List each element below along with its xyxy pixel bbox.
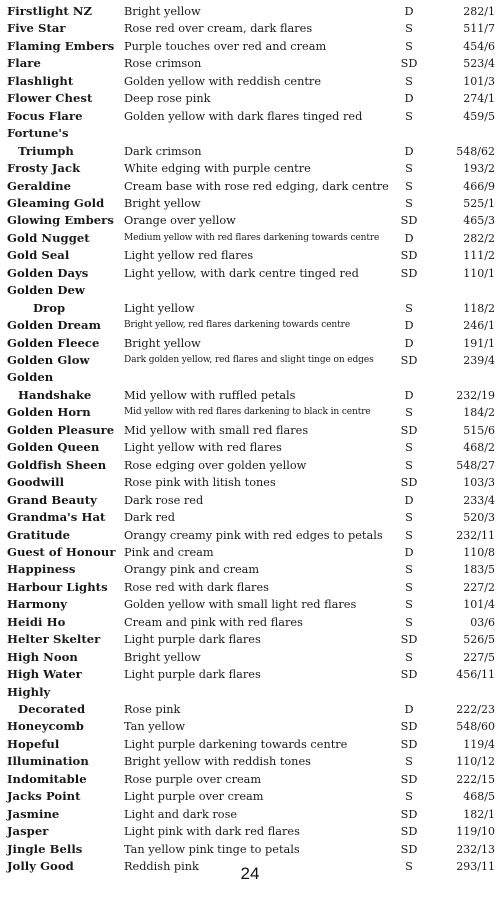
table-row [0,125,500,142]
reference-number: 118/2 [463,301,495,315]
table-row [0,178,500,195]
reference-number: 465/3 [463,214,495,228]
cultivar-name: Indomitable [7,771,87,786]
type-code: S [405,179,413,193]
type-code: D [404,703,414,716]
colour-description: Orange over yellow [124,214,236,228]
colour-description: Rose red over cream, dark flares [124,22,313,36]
colour-description: Reddish pink [124,860,199,873]
reference-number: 184/2 [463,406,495,420]
reference-number: 274/1 [463,92,495,106]
cultivar-name: Honeycomb [7,719,84,734]
type-code: SD [400,842,418,856]
reference-number: 222/23 [456,703,495,716]
type-code: SD [400,633,418,647]
colour-description: Cream and pink with red flares [124,615,303,629]
table-row [0,282,500,299]
colour-description: Light purple darkening towards centre [124,737,348,751]
table-row [0,579,500,596]
colour-description: Rose purple over cream [124,772,262,786]
table-row [0,561,500,578]
table-row [0,3,500,20]
colour-description: Golden yellow with dark flares tinged red [124,109,363,123]
cultivar-name: Golden Dew [7,283,85,298]
cultivar-name: Gold Seal [7,248,70,263]
colour-description: Dark red [124,511,175,524]
type-code: D [404,545,414,559]
cultivar-name: Gleaming Gold [7,195,105,210]
cultivar-name: High Water [7,667,82,682]
table-row [0,841,500,858]
reference-number: 227/2 [463,580,495,594]
reference-number: 282/2 [463,231,495,245]
cultivar-name: Jolly Good [7,859,74,873]
reference-number: 511/7 [463,22,495,36]
type-code: SD [400,825,418,839]
reference-number: 110/12 [456,755,495,769]
reference-number: 222/15 [456,772,495,786]
type-code: SD [400,249,418,263]
table-row [0,823,500,840]
reference-number: 101/4 [463,598,495,612]
type-code: D [404,5,414,18]
type-code: S [405,650,413,664]
cultivar-name: Jacks Point [7,789,81,804]
type-code: S [405,441,413,455]
colour-description: White edging with purple centre [124,162,311,175]
colour-description: Pink and cream [124,545,214,559]
reference-number: 515/6 [463,423,495,437]
type-code: S [405,528,413,542]
colour-description: Rose crimson [124,57,202,71]
type-code: SD [400,772,418,786]
colour-description: Mid yellow with small red flares [124,423,309,437]
table-row [0,335,500,352]
cultivar-name: Handshake [18,387,92,402]
colour-description: Rose pink [124,703,181,716]
type-code: SD [400,720,418,734]
cultivar-name: Flare [7,56,41,71]
colour-description: Bright yellow [124,336,201,350]
table-row [0,631,500,648]
table-row [0,422,500,439]
table-row [0,509,500,526]
type-code: S [405,511,413,524]
reference-number: 232/19 [456,388,495,402]
table-row [0,387,500,404]
cultivar-name: Geraldine [7,178,72,193]
table-row [0,160,500,177]
table-row [0,718,500,735]
colour-description: Light yellow [124,301,195,315]
reference-number: 03/6 [470,615,495,629]
colour-description: Bright yellow [124,196,201,210]
cultivar-name: Firstlight NZ [7,4,93,18]
colour-description: Light purple dark flares [124,633,261,647]
table-row [0,300,500,317]
table-row [0,247,500,264]
cultivar-name: Gratitude [7,527,70,542]
type-code: SD [400,476,418,490]
cultivar-name: Grand Beauty [7,492,97,507]
table-row [0,649,500,666]
cultivar-name: Gold Nugget [7,230,90,245]
reference-number: 548/27 [456,458,495,472]
reference-number: 227/5 [463,650,495,664]
cultivar-name: Grandma's Hat [7,510,106,524]
cultivar-name: Goldfish Sheen [7,457,107,472]
type-code: SD [400,807,418,821]
type-code: D [404,493,414,507]
reference-number: 548/60 [456,720,495,734]
cultivar-name: Flashlight [7,73,74,88]
reference-number: 282/1 [463,5,495,18]
table-row [0,544,500,561]
type-code: S [405,458,413,472]
colour-description: Light and dark rose [124,807,238,821]
colour-description: Bright yellow with reddish tones [124,755,311,769]
cultivar-name: Decorated [18,702,86,716]
type-code: SD [400,354,418,367]
type-code: S [405,301,413,315]
type-code: S [405,860,413,873]
reference-number: 454/6 [463,39,495,53]
type-code: S [405,755,413,769]
cultivar-name: Triumph [18,143,74,158]
colour-description: Golden yellow with small light red flares [124,598,357,612]
colour-description: Dark rose red [124,493,204,507]
colour-description: Orangy creamy pink with red edges to petals [124,528,383,542]
cultivar-name: Helter Skelter [7,632,101,647]
reference-number: 193/2 [463,162,495,175]
type-code: S [405,563,413,577]
table-row [0,195,500,212]
table-row [0,38,500,55]
table-row [0,369,500,386]
colour-description: Medium yellow with red flares darkening towards centre [124,232,380,243]
reference-number: 183/5 [463,563,495,577]
table-row [0,736,500,753]
cultivar-name: Heidi Ho [7,614,66,629]
table-row [0,527,500,544]
reference-number: 110/8 [463,545,495,559]
table-row [0,143,500,160]
cultivar-name: Illumination [7,754,89,769]
table-row [0,492,500,509]
table-row [0,771,500,788]
reference-number: 111/2 [463,249,495,263]
colour-description: Rose pink with litish tones [124,476,276,490]
reference-number: 548/62 [456,144,495,158]
reference-number: 103/3 [463,476,495,490]
cultivar-name: Flower Chest [7,91,93,106]
table-row [0,806,500,823]
type-code: S [405,39,413,53]
colour-description: Mid yellow with red flares darkening to black in centre [124,407,371,418]
colour-description: Golden yellow with reddish centre [124,74,322,88]
colour-description: Bright yellow [124,650,201,664]
type-code: SD [400,266,418,280]
cultivar-name: Guest of Honour [7,544,116,559]
reference-number: 468/2 [463,441,495,455]
table-row [0,404,500,421]
colour-description: Deep rose pink [124,92,211,106]
cultivar-name: Jingle Bells [7,841,83,856]
cultivar-name: Happiness [7,562,76,577]
reference-number: 119/10 [456,825,495,839]
cultivar-name: Goodwill [7,475,65,490]
colour-description: Cream base with rose red edging, dark centre [124,179,389,193]
colour-description: Tan yellow [124,720,186,734]
table-row [0,212,500,229]
reference-number: 523/4 [463,57,495,71]
cultivar-name: Fortune's [7,126,69,141]
cultivar-name: Harbour Lights [7,579,108,594]
table-row [0,666,500,683]
cultivar-name: Frosty Jack [7,161,81,175]
colour-description: Tan yellow pink tinge to petals [124,842,300,856]
colour-description: Light yellow with red flares [124,441,282,455]
table-row [0,457,500,474]
cultivar-name: Golden Fleece [7,335,100,350]
type-code: D [404,92,414,106]
colour-description: Rose red with dark flares [124,580,269,594]
cultivar-name: Focus Flare [7,108,83,123]
cultivar-name: Jasmine [7,806,60,821]
type-code: S [405,406,413,420]
reference-number: 468/5 [463,790,495,804]
colour-description: Rose edging over golden yellow [124,458,307,472]
type-code: D [404,336,414,350]
type-code: SD [400,737,418,751]
table-row [0,55,500,72]
type-code: SD [400,423,418,437]
reference-number: 466/9 [463,179,495,193]
reference-number: 456/11 [456,668,495,682]
reference-number: 232/13 [456,842,495,856]
type-code: SD [400,668,418,682]
table-row [0,90,500,107]
colour-description: Light purple over cream [124,790,264,804]
cultivar-name: Jasper [7,824,49,839]
page-number: 24 [240,864,260,883]
type-code: D [404,144,414,158]
table-row [0,439,500,456]
colour-description: Dark crimson [124,144,202,158]
table-row [0,265,500,282]
reference-number: 293/11 [456,860,495,873]
reference-number: 239/4 [463,354,495,367]
cultivar-name: Golden Queen [7,440,100,455]
cultivar-name: Glowing Embers [7,213,114,228]
type-code: S [405,196,413,210]
reference-number: 233/4 [463,493,495,507]
cultivar-name: Harmony [7,597,68,612]
table-row [0,20,500,37]
cultivar-name: Hopeful [7,736,60,751]
cultivar-name: Golden Pleasure [7,422,115,437]
cultivar-name: Drop [33,300,66,315]
cultivar-name: Golden Dream [7,318,101,333]
reference-number: 232/11 [456,528,495,542]
table-row [0,753,500,770]
type-code: S [405,790,413,804]
table-row [0,108,500,125]
table-row [0,614,500,631]
colour-description: Mid yellow with ruffled petals [124,388,296,402]
table-row [0,701,500,718]
colour-description: Purple touches over red and cream [124,39,327,53]
type-code: S [405,598,413,612]
table-row [0,317,500,334]
table-row [0,684,500,701]
colour-description: Orangy pink and cream [124,563,260,577]
type-code: S [405,615,413,629]
cultivar-name: Golden Glow [7,353,90,367]
reference-number: 101/3 [463,74,495,88]
reference-number: 459/5 [463,109,495,123]
colour-description: Light yellow red flares [124,249,254,263]
cultivar-name: Flaming Embers [7,38,115,53]
type-code: S [405,74,413,88]
type-code: S [405,109,413,123]
reference-number: 246/1 [463,319,495,333]
cultivar-name: Highly [7,684,51,699]
colour-description: Light purple dark flares [124,668,261,682]
reference-number: 191/1 [463,336,495,350]
reference-number: 119/4 [463,737,495,751]
colour-description: Bright yellow, red flares darkening towards centre [124,320,351,331]
table-row [0,73,500,90]
type-code: S [405,22,413,36]
type-code: D [404,231,414,245]
cultivar-name: Golden [7,370,54,385]
type-code: S [405,162,413,175]
colour-description: Light pink with dark red flares [124,825,300,839]
cultivar-name: Golden Horn [7,405,91,420]
type-code: SD [400,214,418,228]
cultivar-name: High Noon [7,649,78,664]
colour-description: Light yellow, with dark centre tinged red [124,266,359,280]
type-code: SD [400,57,418,71]
type-code: D [404,388,414,402]
colour-description: Dark golden yellow, red flares and slight tinge on edges [124,355,374,365]
reference-number: 182/1 [463,807,495,821]
cultivar-name: Five Star [7,21,66,36]
table-row [0,474,500,491]
cultivar-name: Golden Days [7,265,89,280]
reference-number: 110/1 [463,266,495,280]
type-code: S [405,580,413,594]
reference-number: 525/1 [463,196,495,210]
reference-number: 526/5 [463,633,495,647]
reference-number: 520/3 [463,511,495,524]
table-row [0,596,500,613]
table-row [0,230,500,247]
colour-description: Bright yellow [124,5,201,18]
table-row [0,352,500,369]
type-code: D [404,319,414,333]
table-row [0,788,500,805]
